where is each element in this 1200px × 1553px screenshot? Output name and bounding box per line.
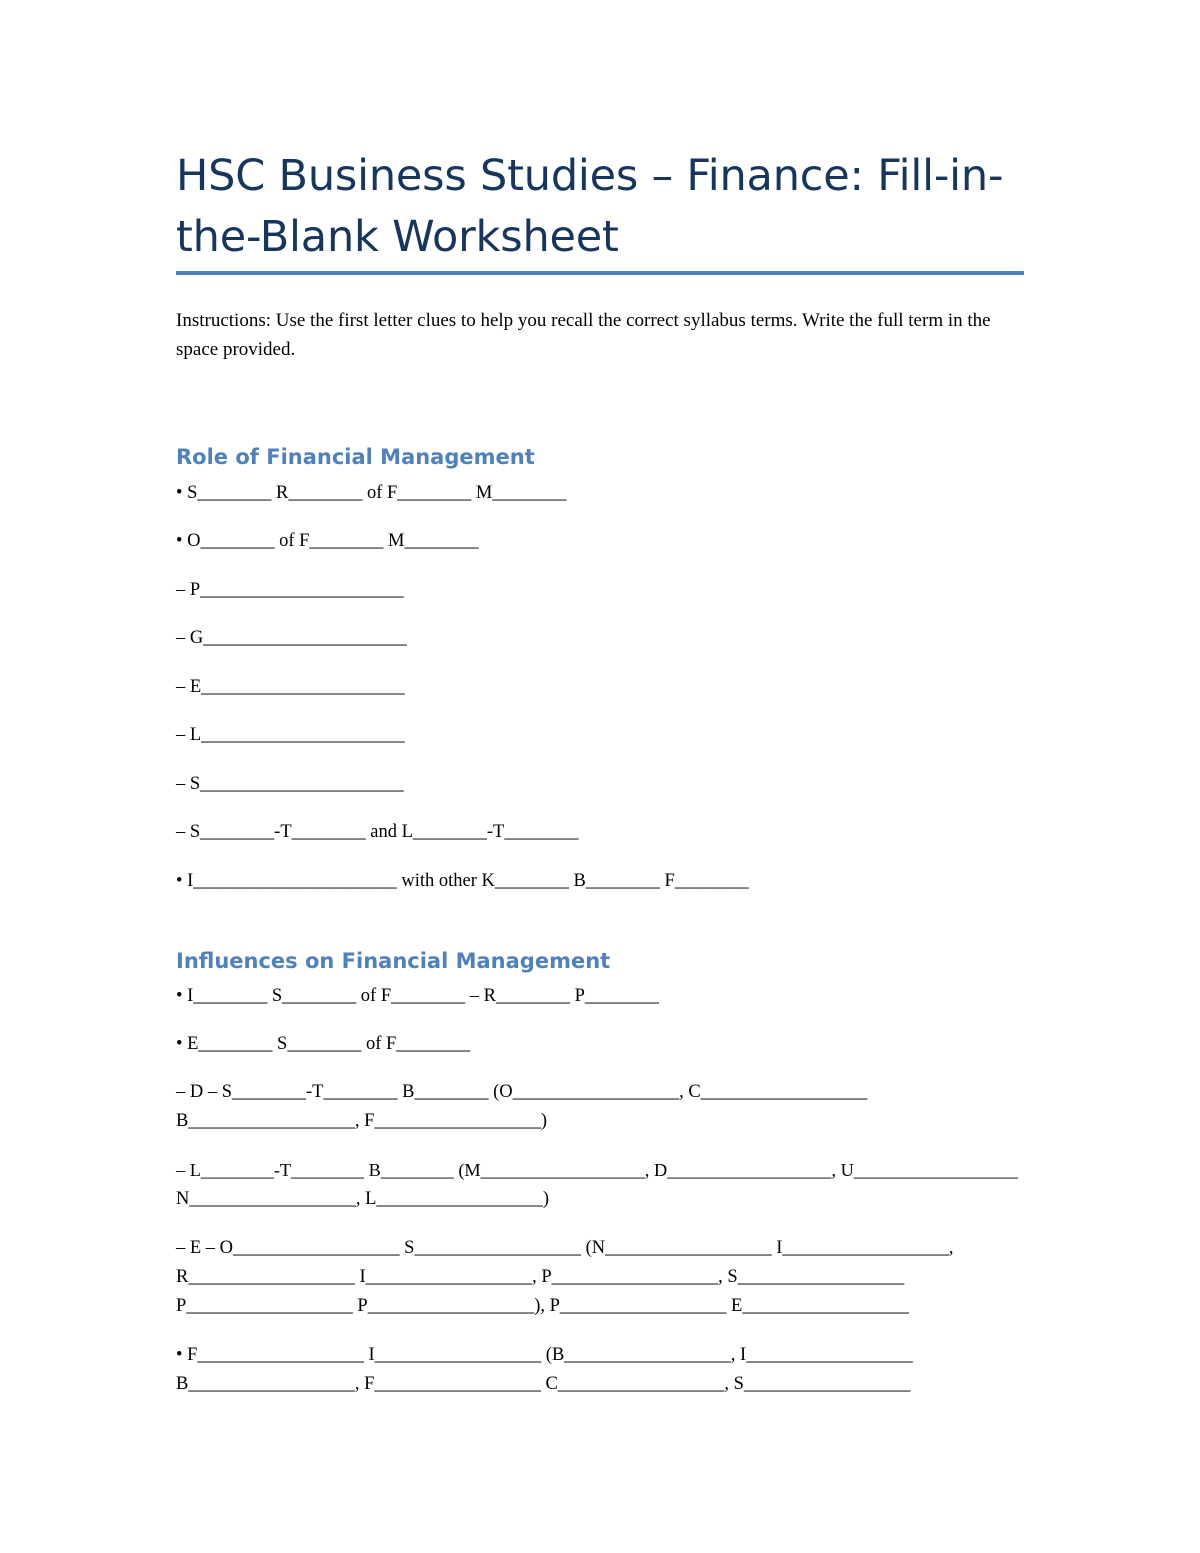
fill-blank-line: R__________________ I__________________, P__________________, S__________________: [176, 1267, 905, 1287]
section-heading-influences: Influences on Financial Management: [176, 949, 611, 973]
fill-blank-line: • F__________________ I__________________ (B__________________, I__________________: [176, 1345, 913, 1365]
fill-blank-line: B__________________, F__________________ C__________________, S__________________: [176, 1374, 911, 1394]
fill-blank-line: – S________-T________ and L________-T________: [176, 822, 579, 842]
fill-blank-line: – L________-T________ B________ (M__________________, D__________________, U__________________: [176, 1160, 1019, 1180]
fill-blank-line: • I______________________ with other K________ B________ F________: [176, 871, 749, 891]
fill-blank-line: – P______________________: [176, 580, 404, 600]
fill-blank-line: • S________ R________ of F________ M________: [176, 483, 567, 503]
fill-blank-line: B__________________, F__________________): [176, 1111, 548, 1131]
fill-blank-line: – E – O__________________ S__________________ (N__________________ I__________________,: [176, 1238, 954, 1258]
fill-blank-line: N__________________, L__________________): [176, 1189, 550, 1209]
fill-blank-line: – D – S________-T________ B________ (O__________________, C__________________: [176, 1082, 868, 1102]
fill-blank-line: • I________ S________ of F________ – R________ P________: [176, 986, 659, 1006]
fill-blank-line: – S______________________: [176, 774, 404, 794]
fill-blank-line: – L______________________: [176, 725, 405, 745]
title-underline: [176, 271, 1024, 275]
section-heading-role: Role of Financial Management: [176, 445, 535, 469]
fill-blank-line: • E________ S________ of F________: [176, 1034, 471, 1054]
fill-blank-line: P__________________ P__________________), P__________________ E__________________: [176, 1296, 909, 1316]
fill-blank-line: – G______________________: [176, 628, 407, 648]
instructions: Instructions: Use the first letter clues to help you recall the correct syllabus terms. Write the full term in the space provided.: [176, 310, 991, 360]
fill-blank-line: – E______________________: [176, 677, 405, 697]
page-title: HSC Business Studies – Finance: Fill-in-the-Blank Worksheet: [176, 151, 1004, 262]
fill-blank-line: • O________ of F________ M________: [176, 531, 479, 551]
